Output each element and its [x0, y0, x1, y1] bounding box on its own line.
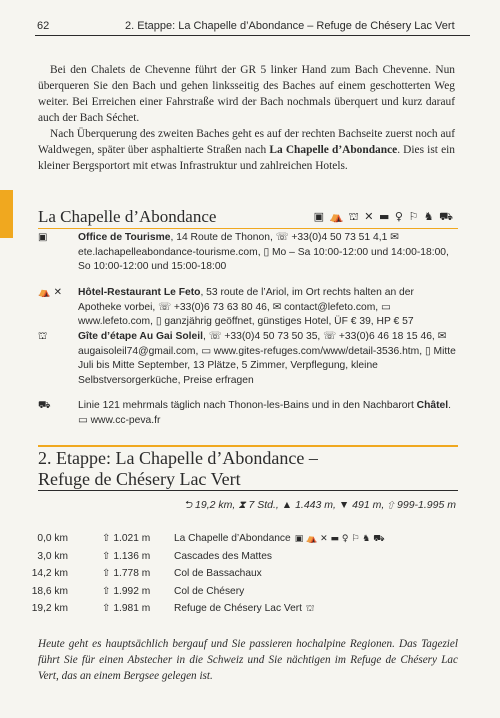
facility-icons: ▣ ⛺ ✕ ▬ ♀ ⚐ ♞ ⛟ [294, 534, 385, 544]
route-row: 19,2 km ⇧ 1.981 m Refuge de Chésery Lac Vert ⛫ [31, 603, 315, 614]
info-icon: ▣ [38, 232, 48, 243]
running-header [35, 18, 470, 36]
route-row: 0,0 km ⇧ 1.021 m La Chapelle d’Abondance ▣ ⛺ ✕ ▬ ♀ ⚐ ♞ ⛟ [37, 533, 385, 544]
intro-paragraph-1: Bei den Chalets de Chevenne führt der GR 5 linker Hand zum Bach Chevenne. Nun überqueren Sie den Bach und gehen linksseitig des Baches auf einem geschotterten Weg weiter. Bei Erreichen einer Fahrstraße wird der Bach nochmals überquert und kurz darauf auch der Bach Séchet. [38, 64, 455, 124]
hut-icon: ⛫ [306, 604, 315, 614]
page-number: 62 [37, 20, 50, 32]
hotel-entry: ⛺ ✕ Hôtel-Restaurant Le Feto, 53 route de l’Ariol, im Ort rechts halten an der Apotheke vorbei, ☏ +33(0)6 73 63 80 46, ✉ contact@lefeto.com, ▭ www.lefeto.com, ▯ ganzjährig geöffnet, günstiges Hotel, ÜF € 39, HP € 57 [38, 287, 414, 328]
stage-title: 2. Etappe: La Chapelle d’Abondance – Refuge de Chésery Lac Vert [38, 445, 458, 491]
facility-icons: ▣ ⛺ ⛫ ✕ ▬ ♀ ⚐ ♞ ⛟ [313, 210, 454, 223]
route-row: 18,6 km ⇧ 1.992 m Col de Chésery [31, 585, 245, 597]
stage-summary: Heute geht es hauptsächlich bergauf und Sie passieren hochalpine Regionen. Das Tageziel führt Sie für einen Abstecher in die Schweiz und Sie nächtigen im Refuge de Chésery Lac Vert, das an einem Bergsee gelegen ist. [38, 638, 458, 682]
bus-icon: ⛟ [38, 400, 51, 411]
route-row: 14,2 km ⇧ 1.778 m Col de Bassachaux [31, 568, 262, 579]
bus-entry: ⛟ Linie 121 mehrmals täglich nach Thonon-les-Bains und in den Nachbarort Châtel. ▭ www.cc-peva.fr [38, 400, 452, 426]
route-row: 3,0 km ⇧ 1.136 m Cascades des Mattes [37, 550, 272, 562]
section-title: La Chapelle d’Abondance ▣ ⛺ ⛫ ✕ ▬ ♀ ⚐ ♞ ⛟ [38, 207, 458, 229]
running-head-title: 2. Etappe: La Chapelle d’Abondance – Refuge de Chésery Lac Vert [125, 20, 455, 32]
chapter-thumb-tab [0, 190, 13, 238]
hut-icon: ⛫ [38, 331, 48, 342]
place-name-bold: La Chapelle d’Abondance [269, 144, 398, 156]
tourism-office-entry: ▣ Office de Tourisme, 14 Route de Thonon, ☏ +33(0)4 50 73 51 4,1 ✉ ete.lachapelleabondance-tourisme.com, ▯ Mo – Sa 10:00-12:00 und 14:00-18:00, So 10:00-12:00 und 15:00-18:00 [38, 232, 449, 273]
intro-paragraph-2: Nach Überquerung des zweiten Baches geht es auf der rechten Bachseite zuerst noch auf Waldwegen, später über asphaltierte Straßen nach La Chapelle d’Abondance. Dies ist ein kleiner Bergsportort mit etwas Infrastruktur und zahlreichen Hotels. [38, 128, 456, 172]
bed-restaurant-icon: ⛺ ✕ [38, 287, 63, 298]
stage-stats: ⮌ 19,2 km, ⧗ 7 Std., ▲ 1.443 m, ▼ 491 m, ⇧ 999-1.995 m [183, 499, 456, 511]
route-table [31, 533, 458, 621]
gite-entry: ⛫ Gîte d’étape Au Gai Soleil, ☏ +33(0)4 50 73 50 35, ☏ +33(0)6 46 18 15 46, ✉ augaisoleil74@gmail.com, ▭ www.gites-refuges.com/www/detail-3536.htm, ▯ Mitte Juli bis Mitte September, 13 Plätze, 5 Zimmer, Verpflegung, kleine Selbstversorgerküche, Preise erfragen [38, 331, 456, 386]
